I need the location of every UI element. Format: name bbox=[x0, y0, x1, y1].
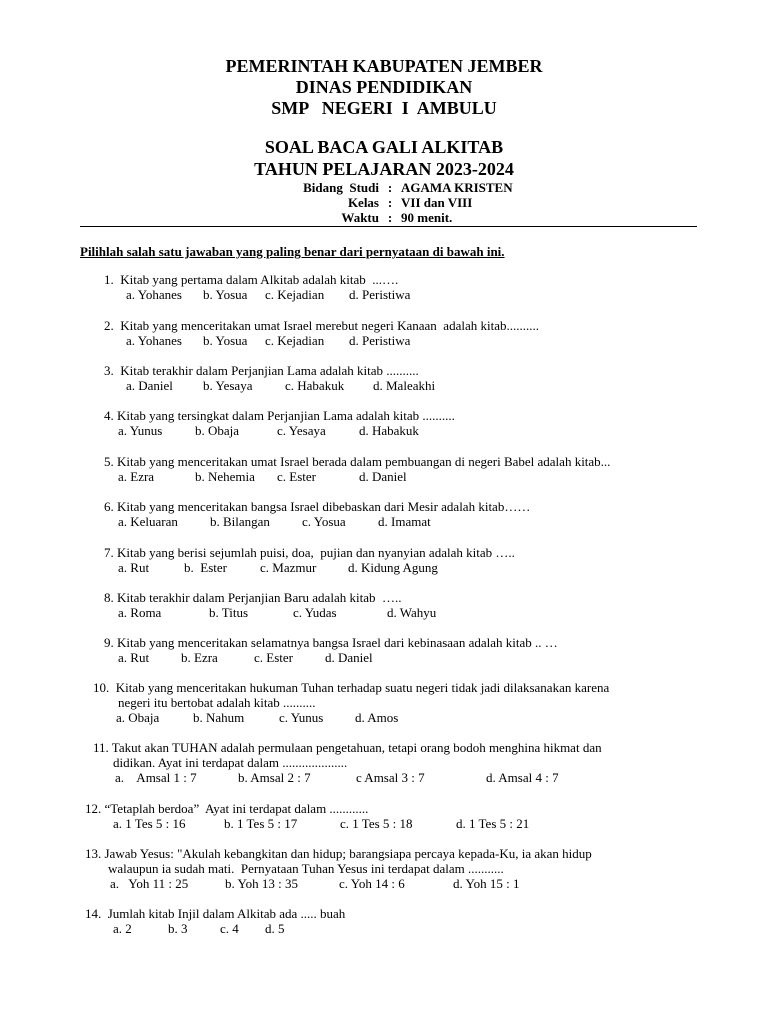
answer-option: b. 1 Tes 5 : 17 bbox=[224, 816, 298, 831]
answer-options bbox=[0, 333, 539, 348]
question-item bbox=[0, 363, 463, 393]
answer-options bbox=[0, 423, 455, 438]
answer-option: c. Kejadian bbox=[265, 287, 325, 302]
header-department: DINAS PENDIDIKAN bbox=[295, 77, 473, 97]
answer-option: b. Titus bbox=[209, 605, 249, 620]
answer-option: c. Mazmur bbox=[260, 560, 317, 575]
answer-option: b. Obaja bbox=[195, 423, 240, 438]
answer-options bbox=[0, 921, 345, 936]
answer-option: b. Amsal 2 : 7 bbox=[238, 770, 311, 785]
answer-option: d. Peristiwa bbox=[349, 333, 411, 348]
info-row-time bbox=[275, 210, 513, 225]
answer-option: d. Habakuk bbox=[359, 423, 419, 438]
answer-option: a. Ezra bbox=[118, 469, 155, 484]
answer-options bbox=[0, 469, 610, 484]
answer-option: d. 1 Tes 5 : 21 bbox=[456, 816, 530, 831]
header-school: SMP NEGERI I AMBULU bbox=[271, 98, 497, 118]
answer-option: a. Yoh 11 : 25 bbox=[110, 876, 189, 891]
answer-options bbox=[0, 816, 556, 831]
answer-option: a. Keluaran bbox=[118, 514, 178, 529]
answer-option: a. Rut bbox=[118, 650, 150, 665]
answer-option: a. Roma bbox=[118, 605, 162, 620]
answer-option: c. 4 bbox=[220, 921, 239, 936]
question-text: 12. “Tetaplah berdoa” Ayat ini terdapat dalam ............ bbox=[85, 801, 369, 816]
question-text: 3. Kitab terakhir dalam Perjanjian Lama adalah kitab .......... bbox=[104, 363, 419, 378]
answer-options bbox=[0, 605, 477, 620]
header-government: PEMERINTAH KABUPATEN JEMBER bbox=[225, 56, 543, 76]
question-item bbox=[0, 680, 609, 725]
answer-option: c. Yudas bbox=[293, 605, 337, 620]
answer-option: a. 2 bbox=[113, 921, 132, 936]
answer-option: d. Daniel bbox=[325, 650, 373, 665]
info-row-class bbox=[275, 195, 513, 210]
answer-option: c. Yoh 14 : 6 bbox=[339, 876, 405, 891]
answer-option: b. Bilangan bbox=[210, 514, 270, 529]
question-text: 5. Kitab yang menceritakan umat Israel berada dalam pembuangan di negeri Babel adalah kitab... bbox=[104, 454, 611, 469]
exam-title-main: SOAL BACA GALI ALKITAB bbox=[264, 137, 504, 157]
answer-options bbox=[0, 560, 515, 575]
info-separator: : bbox=[387, 210, 393, 225]
answer-option: a. Obaja bbox=[116, 710, 160, 725]
answer-option: b. Yoh 13 : 35 bbox=[225, 876, 298, 891]
answer-option: d. Kidung Agung bbox=[348, 560, 438, 575]
question-item bbox=[0, 635, 558, 665]
header-divider bbox=[80, 226, 697, 227]
answer-options bbox=[0, 514, 530, 529]
school-header bbox=[0, 56, 768, 119]
answer-option: d. Peristiwa bbox=[349, 287, 411, 302]
question-text: didikan. Ayat ini terdapat dalam .................... bbox=[113, 755, 348, 770]
answer-options bbox=[0, 710, 609, 725]
answer-option: b. Ester bbox=[184, 560, 227, 575]
answer-option: c. Yunus bbox=[279, 710, 324, 725]
question-text: 8. Kitab terakhir dalam Perjanjian Baru adalah kitab ….. bbox=[104, 590, 402, 605]
question-text: negeri itu bertobat adalah kitab .......... bbox=[118, 695, 316, 710]
answer-option: c. Ester bbox=[277, 469, 316, 484]
answer-options bbox=[0, 378, 463, 393]
question-item bbox=[0, 590, 477, 620]
answer-option: b. 3 bbox=[168, 921, 188, 936]
info-label: Waktu bbox=[341, 210, 379, 225]
info-value: AGAMA KRISTEN bbox=[401, 180, 513, 195]
question-item bbox=[0, 408, 455, 438]
answer-option: c. Habakuk bbox=[285, 378, 345, 393]
answer-option: d. Maleakhi bbox=[373, 378, 436, 393]
info-row-subject bbox=[275, 180, 513, 195]
info-value: VII dan VIII bbox=[401, 195, 473, 210]
question-text: 7. Kitab yang berisi sejumlah puisi, doa, pujian dan nyanyian adalah kitab ….. bbox=[104, 545, 515, 560]
answer-option: c. Kejadian bbox=[265, 333, 325, 348]
exam-info bbox=[275, 180, 513, 225]
answer-option: d. Yoh 15 : 1 bbox=[453, 876, 520, 891]
question-item bbox=[0, 499, 530, 529]
instruction-text: Pilihlah salah satu jawaban yang paling benar dari pernyataan di bawah ini. bbox=[80, 244, 505, 259]
question-text: 11. Takut akan TUHAN adalah permulaan pengetahuan, tetapi orang bodoh menghina hikmat dan bbox=[93, 740, 602, 755]
answer-options bbox=[0, 876, 592, 891]
answer-options bbox=[0, 287, 439, 302]
answer-option: b. Yosua bbox=[203, 287, 248, 302]
answer-options bbox=[0, 650, 558, 665]
question-item bbox=[0, 801, 556, 831]
answer-option: a. Yohanes bbox=[126, 333, 182, 348]
question-text: 4. Kitab yang tersingkat dalam Perjanjian Lama adalah kitab .......... bbox=[104, 408, 455, 423]
answer-option: c. 1 Tes 5 : 18 bbox=[340, 816, 413, 831]
answer-option: c. Yosua bbox=[302, 514, 346, 529]
question-text: 10. Kitab yang menceritakan hukuman Tuhan terhadap suatu negeri tidak jadi dilaksanakan karena bbox=[93, 680, 610, 695]
answer-option: b. Ezra bbox=[181, 650, 218, 665]
answer-options bbox=[0, 770, 602, 785]
answer-option: b. Nahum bbox=[193, 710, 245, 725]
answer-option: c Amsal 3 : 7 bbox=[356, 770, 425, 785]
exam-title-year: TAHUN PELAJARAN 2023-2024 bbox=[254, 159, 514, 179]
answer-option: a. Amsal 1 : 7 bbox=[115, 770, 197, 785]
info-value: 90 menit. bbox=[401, 210, 453, 225]
info-separator: : bbox=[387, 195, 393, 210]
answer-option: a. Rut bbox=[118, 560, 150, 575]
answer-option: a. Yunus bbox=[118, 423, 163, 438]
answer-option: b. Yosua bbox=[203, 333, 248, 348]
question-item bbox=[0, 272, 439, 302]
question-text: 2. Kitab yang menceritakan umat Israel merebut negeri Kanaan adalah kitab.......... bbox=[104, 318, 539, 333]
info-label: Bidang Studi bbox=[303, 180, 379, 195]
answer-option: d. 5 bbox=[265, 921, 285, 936]
question-item bbox=[0, 906, 345, 936]
answer-option: d. Wahyu bbox=[387, 605, 437, 620]
answer-option: d. Imamat bbox=[378, 514, 431, 529]
answer-option: d. Amos bbox=[355, 710, 399, 725]
answer-option: a. Yohanes bbox=[126, 287, 182, 302]
question-text: 9. Kitab yang menceritakan selamatnya bangsa Israel dari kebinasaan adalah kitab .. … bbox=[104, 635, 558, 650]
question-item bbox=[0, 454, 610, 484]
answer-option: a. Daniel bbox=[126, 378, 173, 393]
answer-option: b. Yesaya bbox=[203, 378, 253, 393]
exam-title bbox=[0, 136, 768, 180]
answer-option: d. Amsal 4 : 7 bbox=[486, 770, 559, 785]
answer-option: b. Nehemia bbox=[195, 469, 255, 484]
answer-option: c. Yesaya bbox=[277, 423, 326, 438]
question-text: 1. Kitab yang pertama dalam Alkitab adalah kitab ...…. bbox=[104, 272, 399, 287]
answer-option: a. 1 Tes 5 : 16 bbox=[113, 816, 186, 831]
answer-option: d. Daniel bbox=[359, 469, 407, 484]
question-item bbox=[0, 318, 539, 348]
info-label: Kelas bbox=[347, 195, 379, 210]
question-text: walaupun ia sudah mati. Pernyataan Tuhan Yesus ini terdapat dalam ........... bbox=[108, 861, 504, 876]
question-item bbox=[0, 846, 592, 891]
question-text: 14. Jumlah kitab Injil dalam Alkitab ada ..... buah bbox=[85, 906, 346, 921]
question-text: 13. Jawab Yesus: "Akulah kebangkitan dan hidup; barangsiapa percaya kepada-Ku, ia akan hidup bbox=[85, 846, 592, 861]
question-text: 6. Kitab yang menceritakan bangsa Israel dibebaskan dari Mesir adalah kitab…… bbox=[104, 499, 531, 514]
info-separator: : bbox=[387, 180, 393, 195]
answer-option: c. Ester bbox=[254, 650, 293, 665]
question-item bbox=[0, 545, 515, 575]
question-item bbox=[0, 740, 602, 785]
